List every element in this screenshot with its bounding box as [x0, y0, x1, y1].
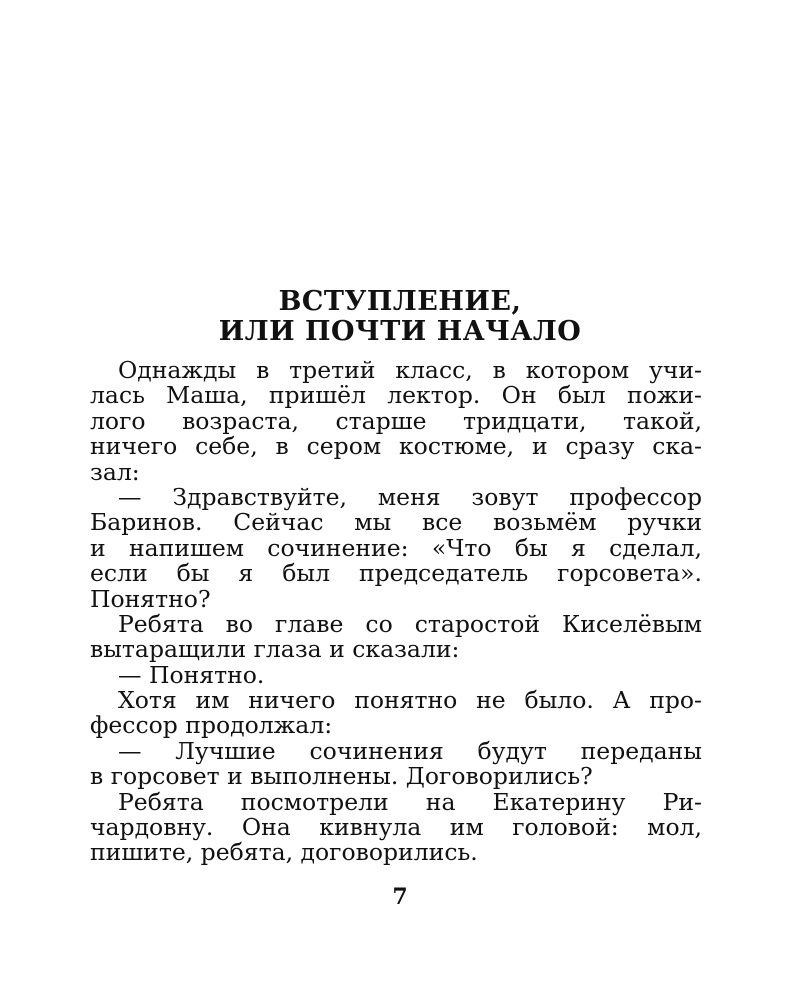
text-line: Понятно? [90, 584, 211, 613]
text-line: Однажды в третий класс, в котором учи- [118, 356, 702, 384]
text-line: ничего себе, в сером костюме, и сразу ска- [90, 432, 702, 461]
chapter-title-line-1: ВСТУПЛЕНИЕ, [278, 286, 522, 317]
text-line: — Здравствуйте, меня зовут профессор [118, 482, 702, 511]
text-line: Ребята посмотрели на Екатерину Ри- [118, 787, 702, 816]
text-line: — Лучшие сочинения будут переданы [118, 736, 702, 765]
text-line: если бы я был председатель горсовета». [90, 559, 702, 588]
chapter-body-text [90, 358, 702, 866]
text-line: зал: [90, 457, 140, 486]
text-line: чардовну. Она кивнула им головой: мол, [90, 813, 702, 842]
text-line: пишите, ребята, договорились. [90, 838, 478, 867]
chapter-title-line-2: ИЛИ ПОЧТИ НАЧАЛО [218, 316, 582, 347]
text-line: Ребята во главе со старостой Киселёвым [118, 609, 702, 638]
text-line: в горсовет и выполнены. Договорились? [90, 762, 593, 791]
text-line: — Понятно. [118, 660, 265, 689]
text-line: Хотя им ничего понятно не было. А про- [118, 686, 702, 715]
text-line: и напишем сочинение: «Что бы я сделал, [90, 533, 702, 562]
text-line: лась Маша, пришёл лектор. Он был пожи- [90, 381, 702, 410]
page-number: 7 [392, 884, 408, 910]
text-line: Баринов. Сейчас мы все возьмём ручки [90, 508, 702, 537]
text-line: фессор продолжал: [90, 711, 333, 740]
text-line: вытаращили глаза и сказали: [90, 635, 460, 664]
text-line: лого возраста, старше тридцати, такой, [90, 406, 702, 435]
